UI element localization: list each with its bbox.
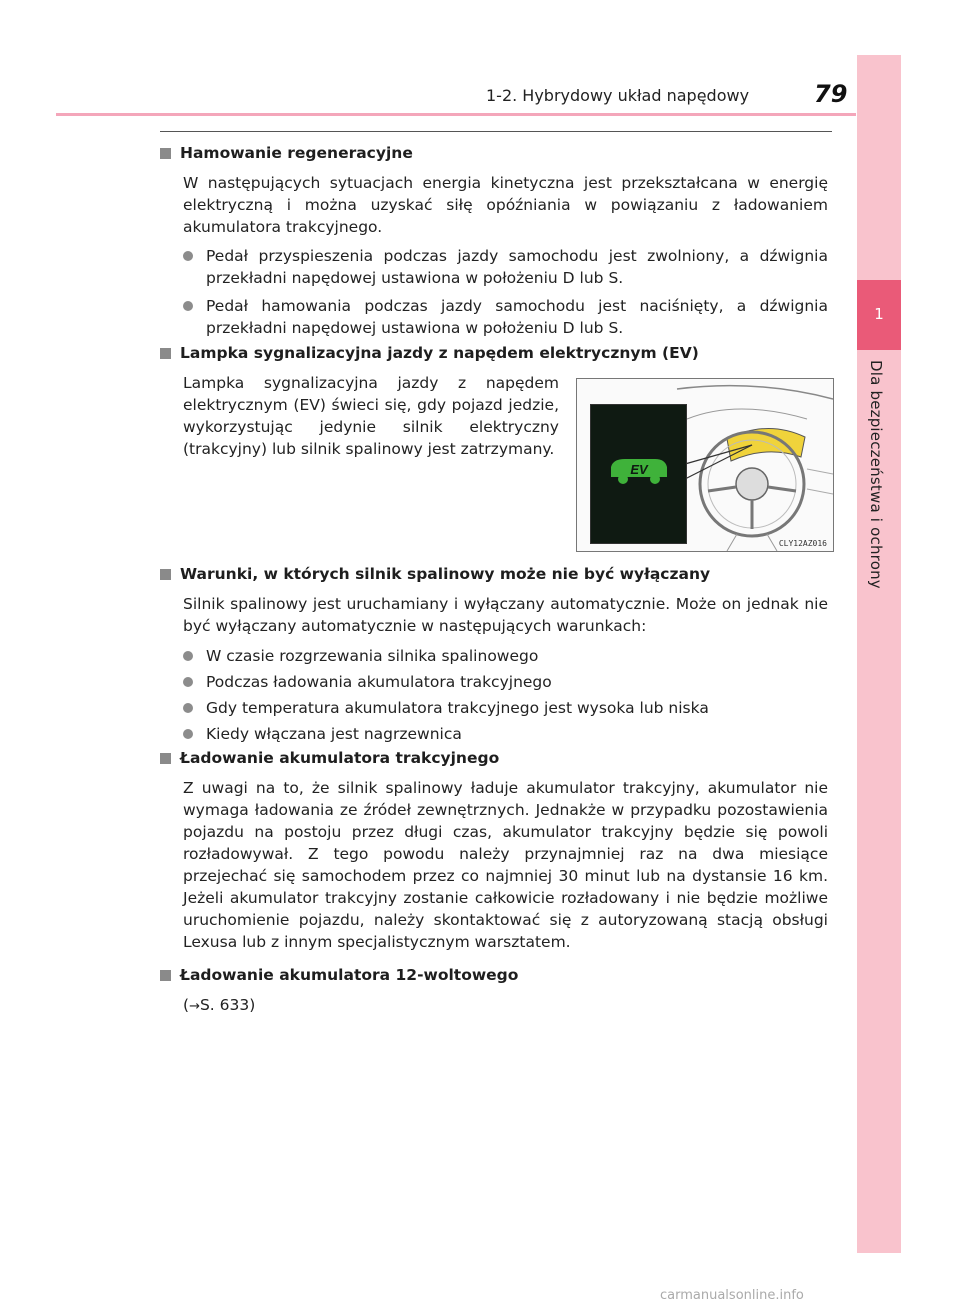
heading-text: Warunki, w których silnik spalinowy może nie być wyłączany [180, 565, 711, 583]
circle-bullet-icon [183, 677, 193, 687]
chapter-number: 1 [874, 305, 884, 323]
chapter-title: Dla bezpieczeństwa i ochrony [867, 360, 885, 589]
arrow-right-icon: → [189, 999, 200, 1014]
paragraph-ev-lamp: Lampka sygnalizacyjna jazdy z napędem elektrycznym (EV) świeci się, gdy pojazd jedzie, wykorzystując jedynie silnik elektryczny (trakcyjny) lub silnik spalinowy jest zatrzymany. [183, 374, 559, 458]
ev-indicator-icon [591, 405, 686, 543]
section-heading-charging [160, 749, 499, 767]
ref-text: S. 633) [199, 996, 256, 1014]
heading-text: Ładowanie akumulatora 12-woltowego [180, 966, 519, 984]
bullet-text: Podczas ładowania akumulatora trakcyjnego [206, 673, 552, 691]
section-heading-regen [160, 144, 413, 162]
page-number: 79 [814, 80, 848, 108]
circle-bullet-icon [183, 703, 193, 713]
ev-indicator-label: EV [630, 462, 648, 477]
square-bullet-icon [160, 970, 171, 981]
bullet-item [183, 697, 828, 719]
bullet-item [183, 645, 828, 667]
bullet-item [183, 245, 828, 289]
bullet-item [183, 723, 828, 745]
circle-bullet-icon [183, 251, 193, 261]
chapter-side-tab [857, 55, 901, 1253]
ref-open-paren: ( [183, 996, 190, 1014]
section-heading-ev-lamp [160, 344, 699, 362]
footer-watermark: carmanualsonline.info [660, 1288, 804, 1303]
bullet-text: W czasie rozgrzewania silnika spalinowego [206, 647, 539, 665]
header-section-title: 1-2. Hybrydowy układ napędowy [486, 86, 750, 105]
heading-text: Hamowanie regeneracyjne [180, 144, 413, 162]
circle-bullet-icon [183, 729, 193, 739]
bullet-text: Pedał hamowania podczas jazdy samochodu jest naciśnięty, a dźwignia przekładni napędowej ustawiona w położeniu D lub S. [206, 297, 828, 337]
circle-bullet-icon [183, 301, 193, 311]
square-bullet-icon [160, 148, 171, 159]
bullet-item [183, 295, 828, 339]
heading-text: Ładowanie akumulatora trakcyjnego [180, 749, 500, 767]
paragraph-regen: W następujących sytuacjach energia kinetyczna jest przekształcana w energię elektryczną i można uzyskać siłę opóźniania w powiązaniu z ładowaniem akumulatora trakcyjnego. [183, 174, 828, 236]
paragraph-conditions: Silnik spalinowy jest uruchamiany i wyłączany automatycznie. Może on jednak nie być wyłączany automatycznie w następujących warunkach: [183, 595, 828, 635]
header-divider [56, 113, 856, 116]
dashboard-illustration [576, 378, 834, 552]
bullet-text: Pedał przyspieszenia podczas jazdy samochodu jest zwolniony, a dźwignia przekładni napędowej ustawiona w położeniu D lub S. [206, 247, 828, 287]
heading-text: Lampka sygnalizacyjna jazdy z napędem elektrycznym (EV) [180, 344, 699, 362]
circle-bullet-icon [183, 651, 193, 661]
paragraph-charging: Z uwagi na to, że silnik spalinowy ładuje akumulator trakcyjny, akumulator nie wymaga ładowania ze źródeł zewnętrznych. Jednakże w przypadku pozostawienia pojazdu na postoju przez długi czas, akumulator trakcyjny będzie się powoli rozładowywał. Z tego powodu należy przynajmniej raz na dwa miesiące przejechać się samochodem przez co najmniej 30 minut lub na dystansie 16 km. Jeżeli akumulator trakcyjny zostanie całkowicie rozładowany i nie będzie możliwe uruchomienie pojazdu, należy skontaktować się z autoryzowaną stacją obsługi Lexusa lub z innym specjalistycznym warsztatem. [183, 779, 828, 951]
bullet-text: Gdy temperatura akumulatora trakcyjnego jest wysoka lub niska [206, 699, 709, 717]
square-bullet-icon [160, 753, 171, 764]
square-bullet-icon [160, 569, 171, 580]
ev-indicator-panel [590, 404, 687, 544]
content-top-rule [160, 131, 832, 132]
square-bullet-icon [160, 348, 171, 359]
section-heading-battery12v [160, 966, 518, 984]
illustration-code: CLY12AZ016 [778, 539, 827, 548]
page-reference[interactable] [183, 994, 828, 1018]
section-heading-conditions [160, 565, 710, 583]
bullet-text: Kiedy włączana jest nagrzewnica [206, 725, 462, 743]
bullet-item [183, 671, 828, 693]
